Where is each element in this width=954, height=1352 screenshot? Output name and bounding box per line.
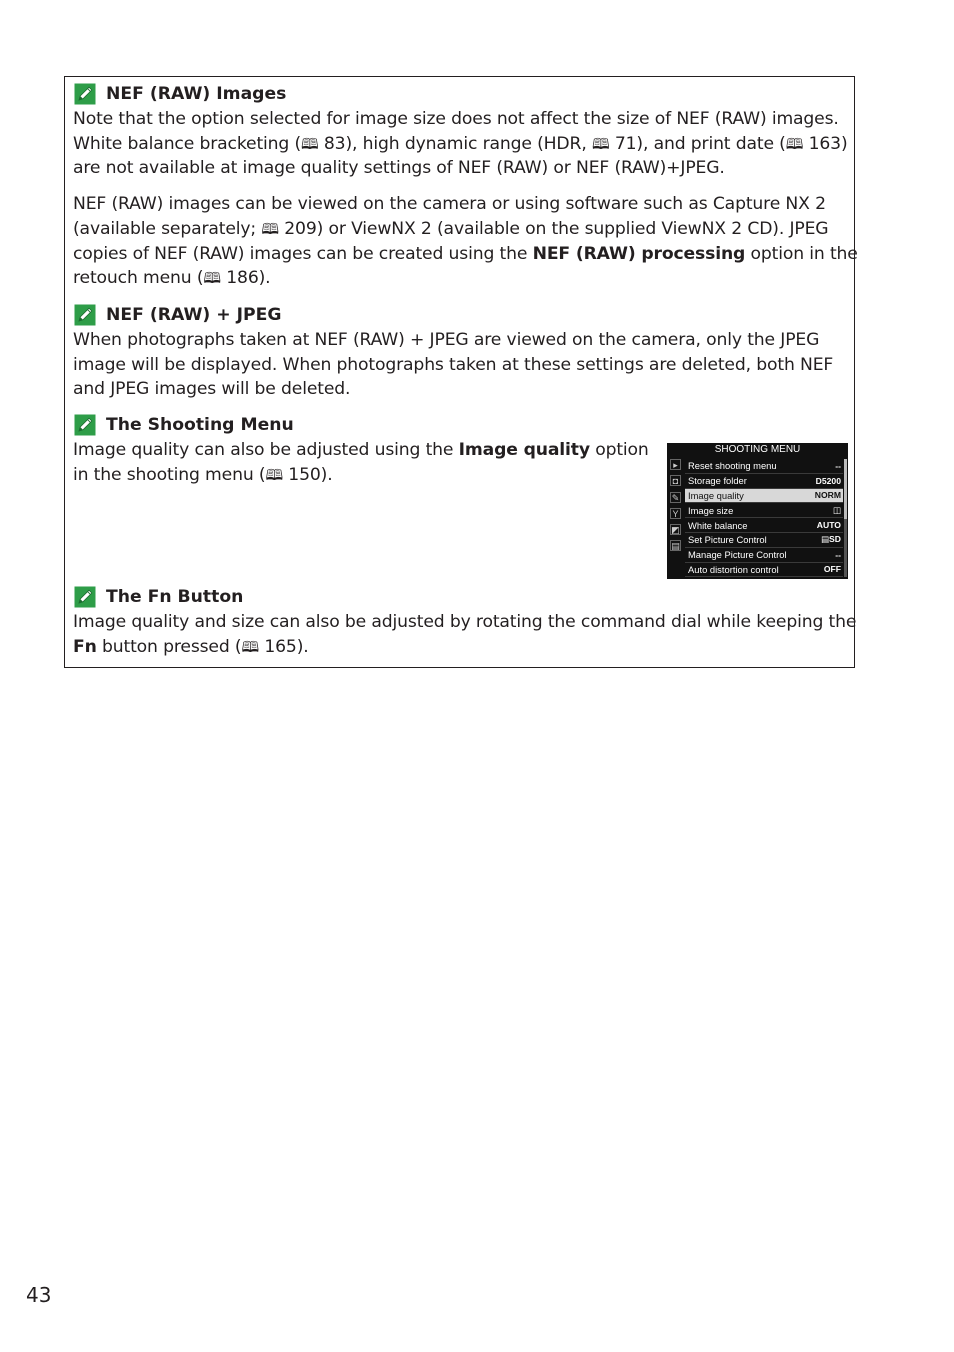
camera-menu-item: Reset shooting menu -- xyxy=(685,459,843,474)
shooting-menu-icon: ◘ xyxy=(670,475,681,486)
section-title: NEF (RAW) Images xyxy=(106,84,287,104)
camera-menu-sidebar xyxy=(669,459,683,563)
camera-menu-item: Image size ◫ xyxy=(685,503,843,518)
page-number: 43 xyxy=(26,1283,52,1307)
paragraph-line: White balance bracketing (🕮 83), high dynamic range (HDR, 🕮 71), and print date (🕮 163) xyxy=(73,133,848,154)
camera-menu-item: Set Picture Control ▤SD xyxy=(685,533,843,548)
camera-menu-item: Manage Picture Control -- xyxy=(685,548,843,563)
section-nef-raw-jpeg xyxy=(73,302,846,402)
camera-menu-scrollbar xyxy=(844,459,847,577)
paragraph-line: in the shooting menu (🕮 150). xyxy=(73,464,333,485)
book-icon: 🕮 xyxy=(265,465,283,484)
section-fn-button xyxy=(73,584,857,659)
book-icon: 🕮 xyxy=(591,134,610,153)
section-title: NEF (RAW) + JPEG xyxy=(106,305,282,325)
book-icon: 🕮 xyxy=(241,637,260,656)
book-icon: 🕮 xyxy=(785,134,804,153)
paragraph-line: image will be displayed. When photographs taken at these settings are deleted, both NEF xyxy=(73,354,834,375)
section-title: The Fn Button xyxy=(106,587,244,607)
recent-settings-icon: ▤ xyxy=(671,541,680,552)
paragraph-line: Image quality can also be adjusted using the Image quality option xyxy=(73,440,649,460)
paragraph-line: Fn button pressed (🕮 165). xyxy=(73,636,309,657)
section-nef-raw-images xyxy=(73,81,858,291)
note-box xyxy=(64,76,858,668)
camera-menu-list xyxy=(685,459,843,577)
paragraph-line: are not available at image quality settings of NEF (RAW) or NEF (RAW)+JPEG. xyxy=(73,158,725,179)
setup-menu-icon: Y xyxy=(670,508,681,519)
paragraph-line: (available separately; 🕮 209) or ViewNX 2 (available on the supplied ViewNX 2 CD). JPEG xyxy=(73,218,829,239)
paragraph-line: NEF (RAW) images can be viewed on the camera or using software such as Capture NX 2 xyxy=(73,194,826,215)
camera-menu-screenshot xyxy=(667,443,848,579)
playback-menu-icon: ▸ xyxy=(670,459,681,470)
paragraph-line: When photographs taken at NEF (RAW) + JPEG are viewed on the camera, only the JPEG xyxy=(73,330,820,350)
book-icon: 🕮 xyxy=(261,219,279,238)
camera-menu-item: Storage folder D5200 xyxy=(685,474,843,489)
camera-menu-item: White balance AUTO xyxy=(685,518,843,533)
book-icon: 🕮 xyxy=(301,134,319,153)
section-heading xyxy=(73,412,846,438)
section-heading xyxy=(73,302,846,328)
retouch-menu-icon: ◩ xyxy=(671,525,680,536)
section-heading xyxy=(73,81,846,107)
paragraph-line: Note that the option selected for image size does not affect the size of NEF (RAW) images. xyxy=(73,109,839,129)
pencil-icon xyxy=(74,83,96,105)
paragraph-line: retouch menu (🕮 186). xyxy=(73,268,271,289)
pencil-icon xyxy=(74,586,96,608)
paragraph-line: copies of NEF (RAW) images can be created using the NEF (RAW) processing option in the xyxy=(73,243,858,264)
pencil-icon xyxy=(74,304,96,326)
camera-menu-item-selected: Image quality NORM xyxy=(685,489,843,504)
camera-menu-title: SHOOTING MENU xyxy=(714,444,801,455)
camera-menu-item: Auto distortion control OFF xyxy=(685,563,843,578)
section-title: The Shooting Menu xyxy=(106,415,294,435)
custom-settings-icon: ✎ xyxy=(671,492,680,503)
paragraph-line: Image quality and size can also be adjusted by rotating the command dial while keeping the xyxy=(73,612,857,632)
section-heading xyxy=(73,584,846,610)
paragraph-line: and JPEG images will be deleted. xyxy=(73,379,351,400)
pencil-icon xyxy=(74,414,96,436)
book-icon: 🕮 xyxy=(203,269,221,288)
